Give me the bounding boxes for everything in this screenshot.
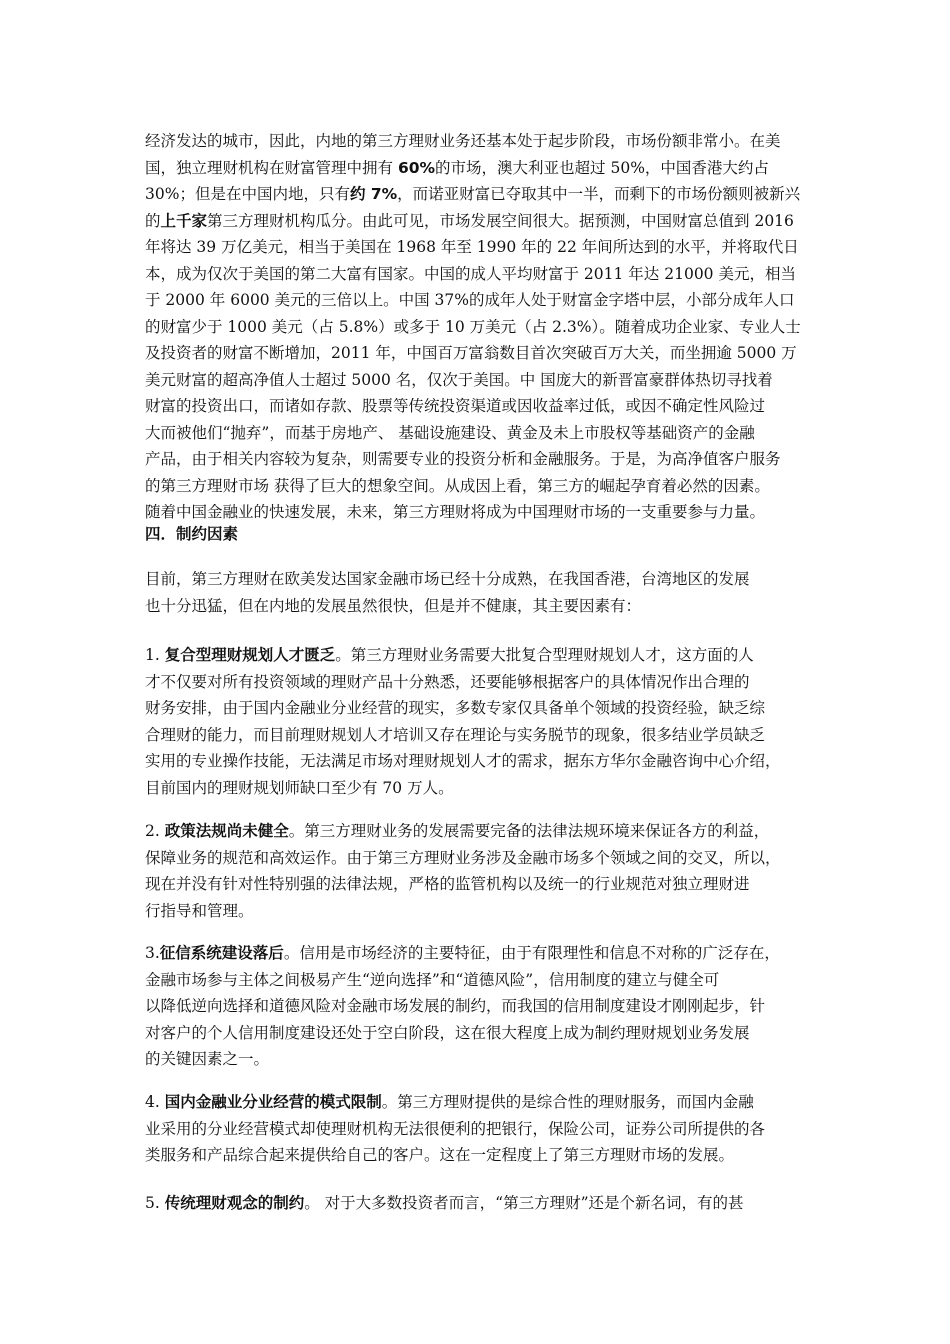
text-line	[145, 695, 825, 722]
text-run: 的财富少于 1000 美元（占 5.8%）或多于 10 万美元（占 2.3%）。随着成功企业家、专业人士	[145, 317, 801, 336]
text-run: 对客户的个人信用制度建设还处于空白阶段，这在很大程度上成为制约理财规划业务发展	[145, 1023, 750, 1042]
text-line	[145, 845, 825, 872]
factor-item-4	[145, 1089, 825, 1169]
bold-text-run: 传统理财观念的制约	[164, 1194, 305, 1212]
text-run: 。第三方理财业务的发展需要完备的法律法规环境来保证各方的利益，	[288, 822, 770, 840]
text-line	[145, 261, 825, 288]
text-run: 3.	[145, 944, 160, 962]
text-line	[145, 499, 825, 526]
text-run: 30%；但是在中国内地，只有	[145, 185, 350, 203]
text-run: 的第三方理财市场 获得了巨大的想象空间。从成因上看，第三方的崛起孕育着必然的因素。	[145, 476, 770, 495]
text-run: 本，成为仅次于美国的第二大富有国家。中国的成人平均财富于 2011 年达 21000 美元，相当	[145, 264, 796, 283]
text-line	[145, 314, 825, 341]
bold-text-run: 上千家	[160, 211, 208, 230]
text-run: 的关键因素之一。	[145, 1050, 270, 1068]
text-line	[145, 473, 825, 500]
factor-item-1	[145, 642, 825, 801]
text-line	[145, 367, 825, 394]
text-run: 财务安排，由于国内金融业分业经营的现实，多数专家仅具备单个领域的投资经验，缺乏综	[145, 699, 766, 717]
section-intro-paragraph	[145, 566, 825, 619]
text-run: ，而诺亚财富已夺取其中一半，而剩下的市场份额则被新兴	[397, 185, 801, 203]
text-run: 也十分迅猛，但在内地的发展虽然很快，但是并不健康，其主要因素有：	[145, 596, 642, 615]
text-line	[145, 748, 825, 775]
text-run: 目前，第三方理财在欧美发达国家金融市场已经十分成熟，在我国香港，台湾地区的发展	[145, 570, 750, 588]
text-run: 目前国内的理财规划师缺口至少有 70 万人。	[145, 778, 454, 797]
text-line	[145, 234, 825, 261]
text-line	[145, 393, 825, 420]
text-line	[145, 1190, 825, 1217]
text-run: 第三方理财机构瓜分。由此可见，市场发展空间很大。据预测，中国财富总值到 2016	[207, 211, 794, 230]
text-run: 。第三方理财业务需要大批复合型理财规划人才，这方面的人	[335, 646, 754, 664]
text-run: 合理财的能力，而目前理财规划人才培训又存在理论与实务脱节的现象，很多结业学员缺乏	[145, 725, 766, 744]
text-run: 大而被他们“抛弃”，而基于房地产、 基础设施建设、黄金及未上市股权等基础资产的金融	[145, 423, 755, 442]
text-run: 现在并没有针对性特别强的法律法规，严格的监管机构以及统一的行业规范对独立理财进	[145, 875, 750, 893]
text-run: 。信用是市场经济的主要特征，由于有限理性和信息不对称的广泛存在，	[283, 944, 780, 962]
text-line	[145, 642, 825, 669]
text-run: 业采用的分业经营模式却使理财机构无法很便利的把银行，保险公司，证券公司所提供的各	[145, 1119, 766, 1138]
text-line	[145, 1116, 825, 1143]
text-run: 产品，由于相关内容较为复杂，则需要专业的投资分析和金融服务。于是，为高净值客户服务	[145, 450, 781, 468]
text-line	[145, 128, 825, 155]
bold-text-run: 征信系统建设落后	[159, 944, 284, 962]
text-run: 的	[145, 211, 161, 230]
text-run: 4.	[145, 1093, 165, 1111]
text-line	[145, 593, 825, 620]
text-line	[145, 722, 825, 749]
text-line	[145, 566, 825, 593]
text-line	[145, 208, 825, 235]
bold-text-run: 约 7%	[349, 185, 398, 203]
text-line	[145, 775, 825, 802]
text-run: 实用的专业操作技能，无法满足市场对理财规划人才的需求，据东方华尔金融咨询中心介绍，	[145, 752, 781, 770]
text-run: 经济发达的城市，因此，内地的第三方理财业务还基本处于起步阶段，市场份额非常小。在美	[145, 132, 781, 150]
text-run: 5.	[145, 1194, 165, 1212]
text-line	[145, 1020, 825, 1047]
text-line	[145, 340, 825, 367]
text-run: 国，独立理财机构在财富管理中拥有	[145, 158, 398, 177]
text-line	[145, 287, 825, 314]
section-heading: 四．制约因素	[145, 525, 239, 543]
text-run: 2.	[145, 822, 165, 840]
text-run: 以降低逆向选择和道德风险对金融市场发展的制约，而我国的信用制度建设才刚刚起步，针	[145, 997, 766, 1015]
text-run: 随着中国金融业的快速发展，未来，第三方理财将成为中国理财市场的一支重要参与力量。	[145, 503, 766, 521]
factor-item-5	[145, 1190, 825, 1217]
text-run: 美元财富的超高净值人士超过 5000 名，仅次于美国。中 国庞大的新晋富豪群体热切寻找着	[145, 370, 773, 389]
text-run: 的市场，澳大利亚也超过 50%，中国香港大约占	[435, 158, 769, 177]
text-run: 于 2000 年 6000 美元的三倍以上。中国 37%的成年人处于财富金字塔中层，小部分成年人口	[145, 291, 795, 309]
text-run: 类服务和产品综合起来提供给自己的客户。这在一定程度上了第三方理财市场的发展。	[145, 1146, 735, 1164]
text-line	[145, 898, 825, 925]
bold-text-run: 60%	[397, 158, 436, 177]
text-run: 保障业务的规范和高效运作。由于第三方理财业务涉及金融市场多个领域之间的交叉，所以，	[145, 848, 781, 867]
text-line	[145, 1046, 825, 1073]
text-line	[145, 871, 825, 898]
text-run: 及投资者的财富不断增加，2011 年，中国百万富翁数目首次突破百万大关，而坐拥逾 5000 万	[145, 344, 797, 362]
text-run: 才不仅要对所有投资领域的理财产品十分熟悉，还要能够根据客户的具体情况作出合理的	[145, 672, 750, 691]
text-run: 。第三方理财提供的是综合性的理财服务，而国内金融	[381, 1093, 754, 1111]
text-line	[145, 420, 825, 447]
text-line	[145, 181, 825, 208]
text-run: 财富的投资出口，而诸如存款、股票等传统投资渠道或因收益率过低，或因不确定性风险过	[145, 397, 766, 415]
text-line	[145, 940, 825, 967]
bold-text-run: 国内金融业分业经营的模式限制	[164, 1093, 382, 1111]
factor-item-3	[145, 940, 825, 1073]
text-run: 年将达 39 万亿美元，相当于美国在 1968 年至 1990 年的 22 年间所达到的水平，并将取代日	[145, 238, 799, 256]
text-run: 。 对于大多数投资者而言，“第三方理财”还是个新名词，有的甚	[304, 1194, 744, 1212]
text-line	[145, 669, 825, 696]
bold-text-run: 复合型理财规划人才匮乏	[164, 646, 336, 664]
text-line	[145, 1089, 825, 1116]
bold-text-run: 政策法规尚未健全	[164, 822, 289, 840]
text-line	[145, 155, 825, 182]
text-line	[145, 818, 825, 845]
text-run: 1.	[145, 646, 165, 664]
text-line	[145, 1142, 825, 1169]
text-run: 金融市场参与主体之间极易产生“逆向选择”和“道德风险”，信用制度的建立与健全可	[145, 970, 720, 989]
intro-paragraph	[145, 128, 825, 526]
text-run: 行指导和管理。	[145, 901, 254, 920]
factor-item-2	[145, 818, 825, 924]
text-line	[145, 967, 825, 994]
text-line	[145, 993, 825, 1020]
text-line	[145, 446, 825, 473]
